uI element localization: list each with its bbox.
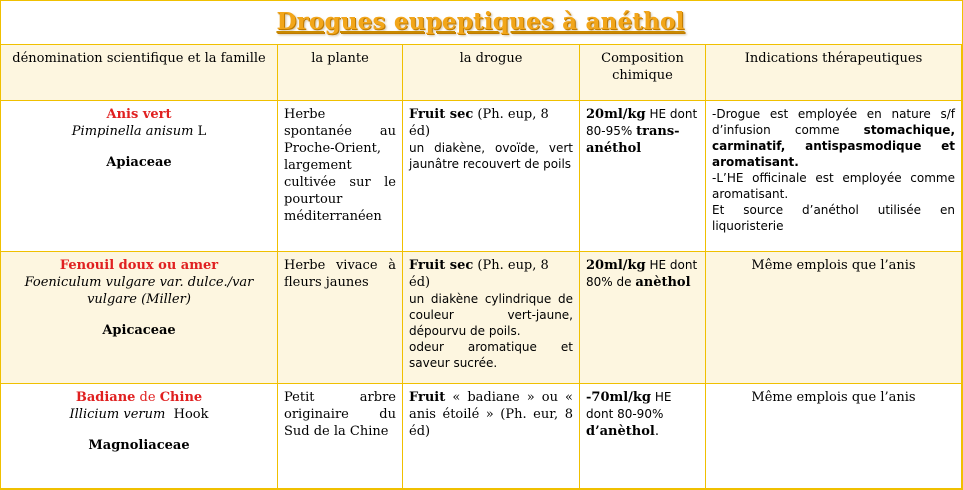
cell-plant: Petit arbre originaire du Sud de la Chine <box>278 384 403 489</box>
table-header-row <box>1 45 962 101</box>
cell-plant: Herbe vivace à fleurs jaunes <box>278 252 403 384</box>
common-name: Fenouil doux ou amer <box>59 258 219 273</box>
table-row <box>1 252 962 384</box>
indication-2: -L’HE officinale est employée comme aromatisant. <box>712 171 955 201</box>
header-plant: la plante <box>278 45 403 101</box>
cell-composition: -70ml/kg HE dont 80-90% d’anèthol. <box>580 384 706 489</box>
family-name: Apiaceae <box>106 155 172 170</box>
indication-3: Et source d’anéthol utilisée en liquoristerie <box>712 203 955 233</box>
cell-composition: 20ml/kg HE dont 80% de anèthol <box>580 252 706 384</box>
page-title-text: Drogues eupeptiques à anéthol <box>276 8 685 35</box>
drug-type: Fruit <box>409 390 446 405</box>
cell-denomination <box>1 384 278 489</box>
drug-description: un diakène cylindrique de couleur vert-jaune, dépourvu de poils. <box>409 292 573 338</box>
page-title <box>0 0 961 44</box>
common-name: Anis vert <box>106 107 172 122</box>
header-indications: Indications thérapeutiques <box>706 45 962 101</box>
cell-drug <box>403 101 580 252</box>
drug-table <box>0 44 962 489</box>
drug-reference: (Ph. eup, 8 éd) <box>409 107 549 139</box>
scientific-name: Foeniculum vulgare var. dulce./var vulgare (Miller) <box>24 275 254 307</box>
cell-composition: 20ml/kg HE dont 80-95% trans-anéthol <box>580 101 706 252</box>
family-name: Apicaceae <box>102 323 176 338</box>
cell-plant: Herbe spontanée au Proche-Orient, largement cultivée sur le pourtour méditerranéen <box>278 101 403 252</box>
indication-1: -Drogue est employée en nature s/f d’infusion comme stomachique, carminatif, antispasmodique et aromatisant. <box>712 107 955 169</box>
drug-description: un diakène, ovoïde, vert jaunâtre recouvert de poils <box>409 141 573 171</box>
cell-indications: Même emplois que l’anis <box>706 384 962 489</box>
common-name: Badiane de Chine <box>75 390 203 405</box>
cell-drug <box>403 384 580 489</box>
table-row <box>1 384 962 489</box>
drug-reference: « badiane » ou « anis étoilé » (Ph. eur, 8 éd) <box>409 390 573 439</box>
table-row <box>1 101 962 252</box>
drug-description-2: odeur aromatique et saveur sucrée. <box>409 340 573 370</box>
scientific-name: Illicium verum Hook <box>69 407 209 422</box>
cell-denomination <box>1 252 278 384</box>
cell-indications <box>706 101 962 252</box>
header-composition: Composition chimique <box>580 45 706 101</box>
cell-indications: Même emplois que l’anis <box>706 252 962 384</box>
header-denomination: dénomination scientifique et la famille <box>1 45 278 101</box>
drug-reference: (Ph. eup, 8 éd) <box>409 258 549 290</box>
cell-drug <box>403 252 580 384</box>
drug-type: Fruit sec <box>409 107 474 122</box>
family-name: Magnoliaceae <box>88 438 190 453</box>
cell-denomination <box>1 101 278 252</box>
scientific-name: Pimpinella anisum L <box>71 124 207 139</box>
header-drug: la drogue <box>403 45 580 101</box>
drug-type: Fruit sec <box>409 258 474 273</box>
